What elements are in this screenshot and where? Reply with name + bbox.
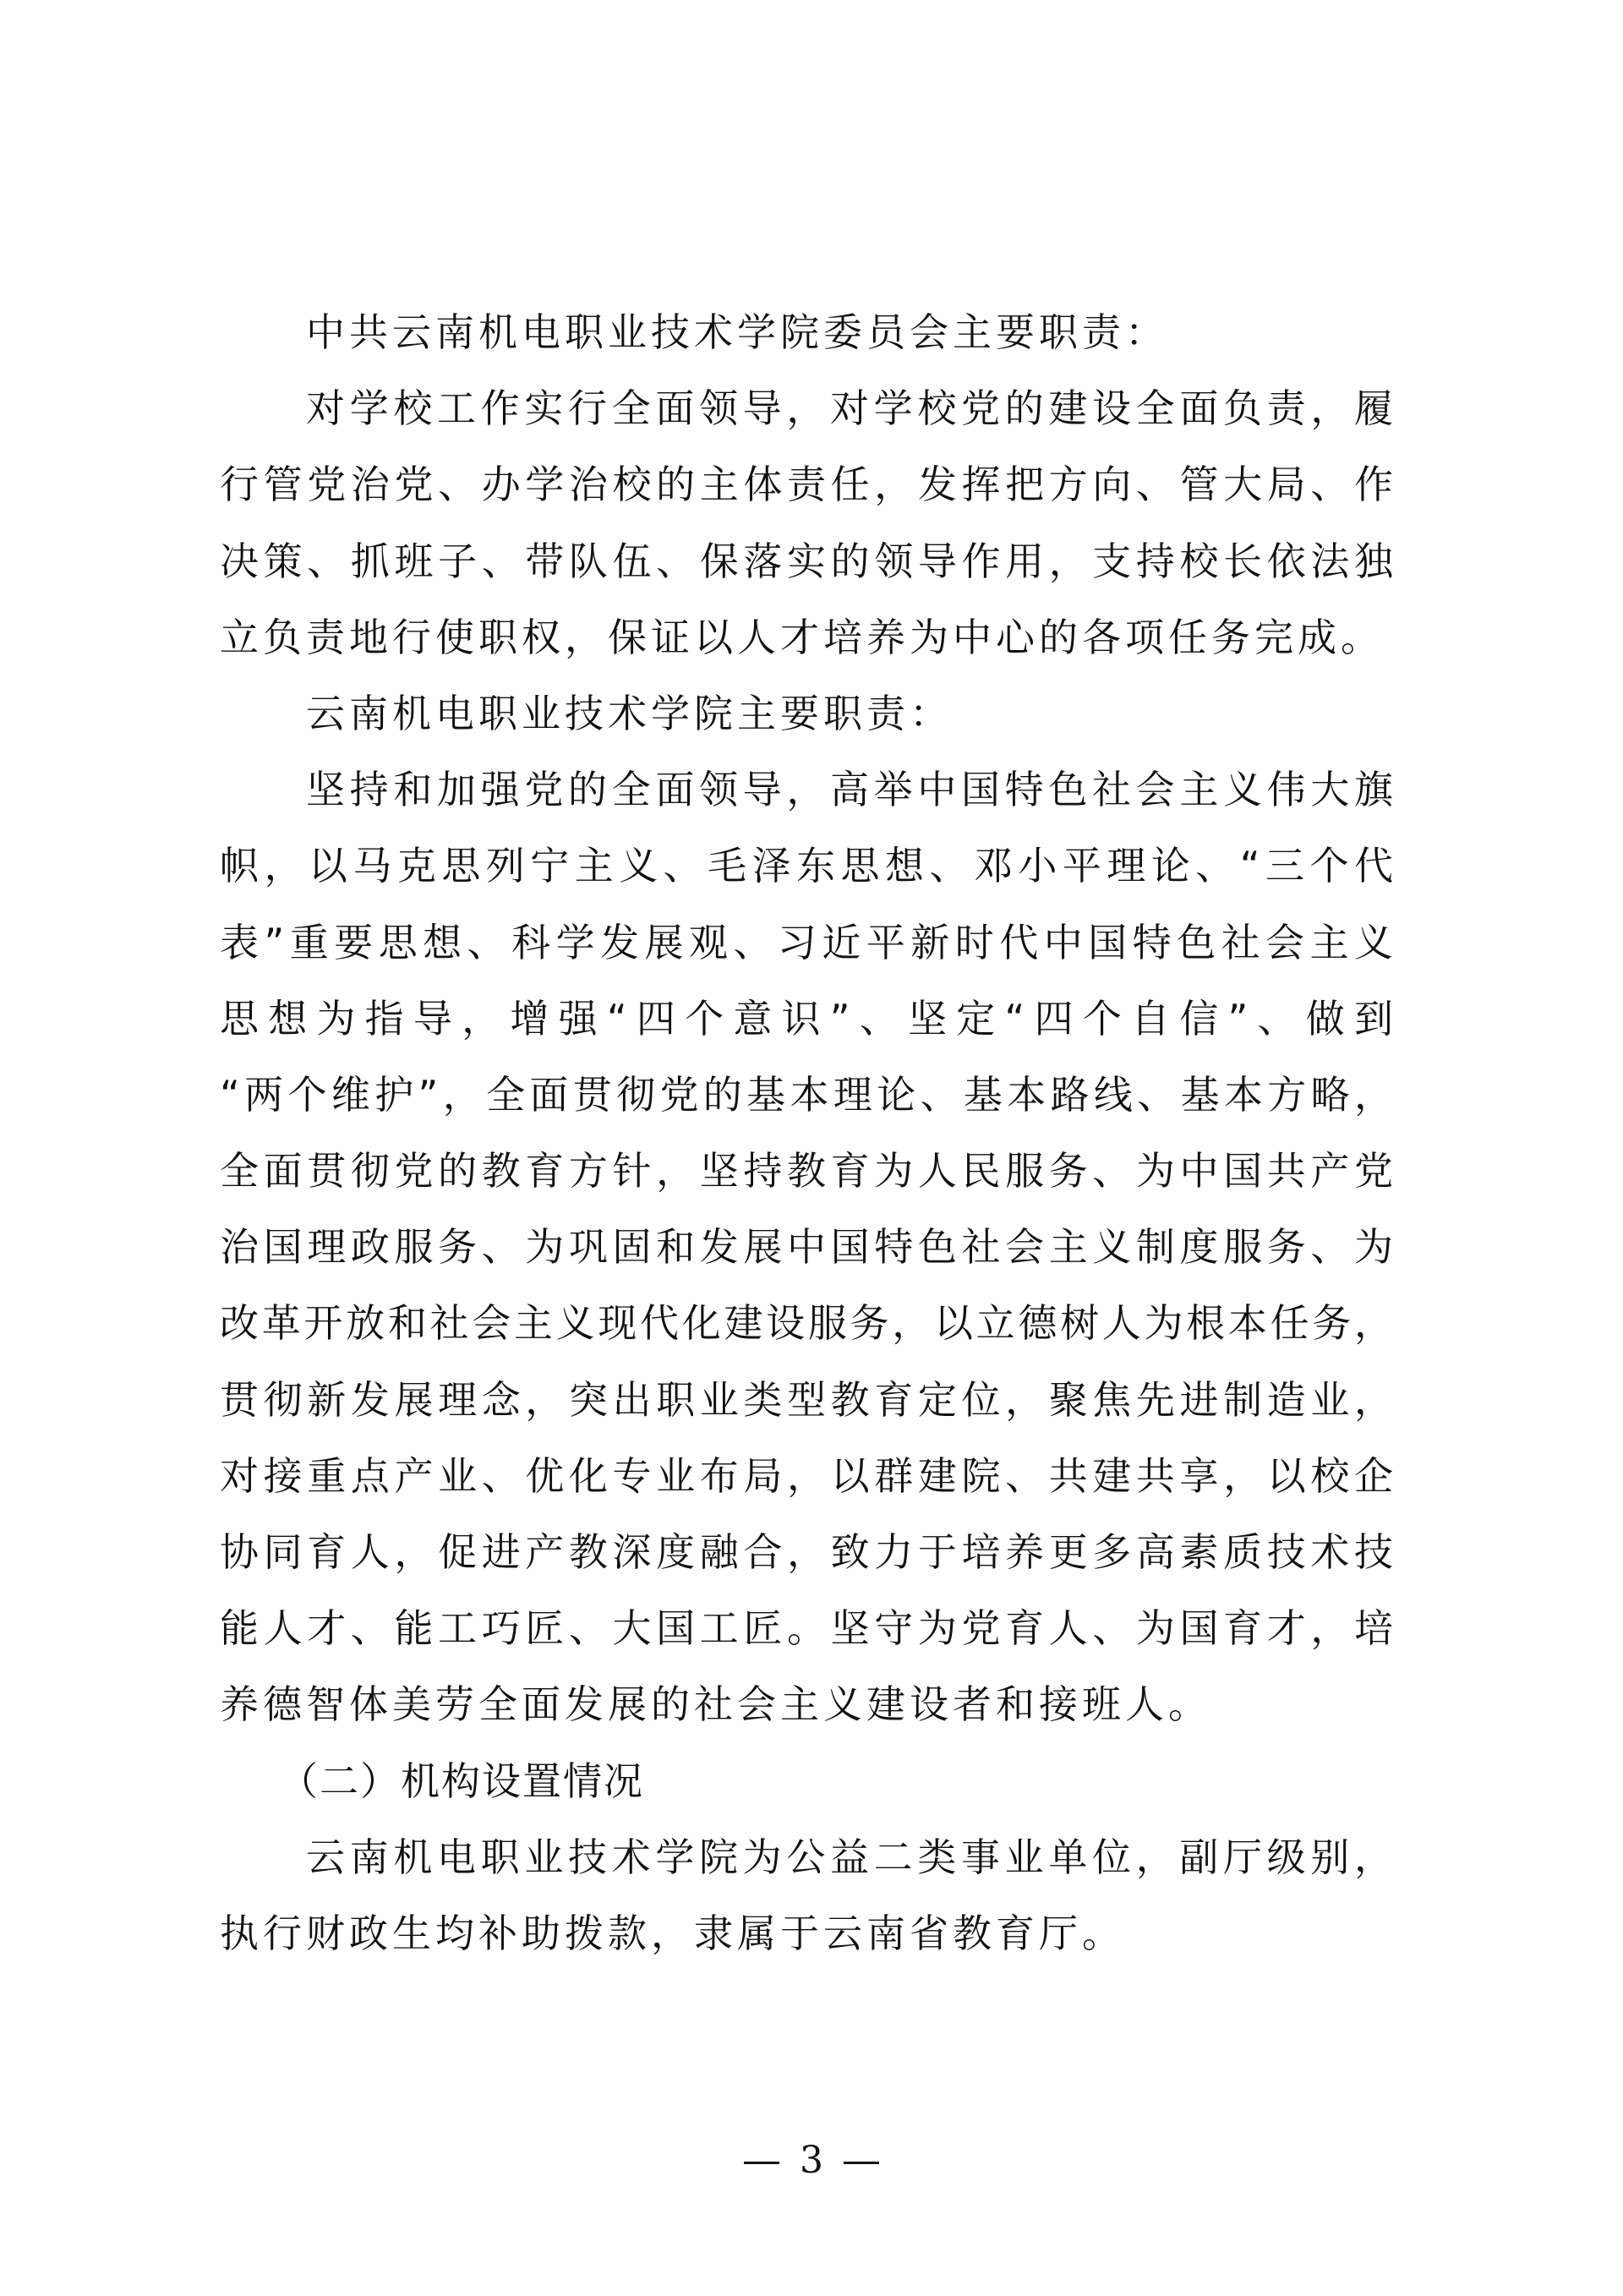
institution-setup-line: 云南机电职业技术学院为公益二类事业单位，副厅级别， [306,1834,1393,1880]
party-committee-duties-line: 决策、抓班子、带队伍、保落实的领导作用，支持校长依法独 [220,538,1393,584]
footer-dash-right [844,2162,879,2164]
college-duties-line: 治国理政服务、为巩固和发展中国特色社会主义制度服务、为 [220,1224,1393,1271]
party-committee-duties-line: 行管党治党、办学治校的主体责任，发挥把方向、管大局、作 [220,462,1393,508]
college-duties-line: 改革开放和社会主义现代化建设服务，以立德树人为根本任务， [220,1300,1393,1347]
college-duties-line: 能人才、能工巧匠、大国工匠。坚守为党育人、为国育才，培 [220,1605,1393,1652]
document-body [220,303,1393,1980]
page-number: 3 [800,2139,823,2182]
section-heading: （二）机构设置情况 [279,1758,644,1804]
college-duties-line: 帜，以马克思列宁主义、毛泽东思想、邓小平理论、“三个代 [220,843,1393,889]
college-duties-line: 坚持和加强党的全面领导，高举中国特色社会主义伟大旗 [306,767,1393,813]
college-duties-line: 全面贯彻党的教育方针，坚持教育为人民服务、为中国共产党 [220,1148,1393,1194]
footer-dash-left [744,2162,779,2164]
college-duties-line: 思想为指导，增强“四个意识”、坚定“四个自信”、做到 [220,995,1393,1041]
party-committee-duties-line: 立负责地行使职权，保证以人才培养为中心的各项任务完成。 [220,614,1384,660]
institution-setup-line: 执行财政生均补助拨款，隶属于云南省教育厅。 [220,1910,1125,1956]
college-duties-line: 贯彻新发展理念，突出职业类型教育定位，聚焦先进制造业， [220,1376,1393,1423]
college-duties-line: “两个维护”，全面贯彻党的基本理论、基本路线、基本方略， [220,1071,1393,1118]
party-committee-duties-line: 对学校工作实行全面领导，对学校党的建设全面负责，履 [306,385,1393,432]
college-duties-line: 表”重要思想、科学发展观、习近平新时代中国特色社会主义 [220,919,1393,965]
college-duties-line: 对接重点产业、优化专业布局，以群建院、共建共享，以校企 [220,1452,1393,1499]
college-duties-line: 协同育人，促进产教深度融合，致力于培养更多高素质技术技 [220,1529,1393,1575]
page-footer [0,2139,1623,2182]
party-committee-duties-label: 中共云南机电职业技术学院委员会主要职责： [306,309,1168,355]
college-duties-label: 云南机电职业技术学院主要职责： [306,690,953,736]
college-duties-line: 养德智体美劳全面发展的社会主义建设者和接班人。 [220,1681,1211,1728]
